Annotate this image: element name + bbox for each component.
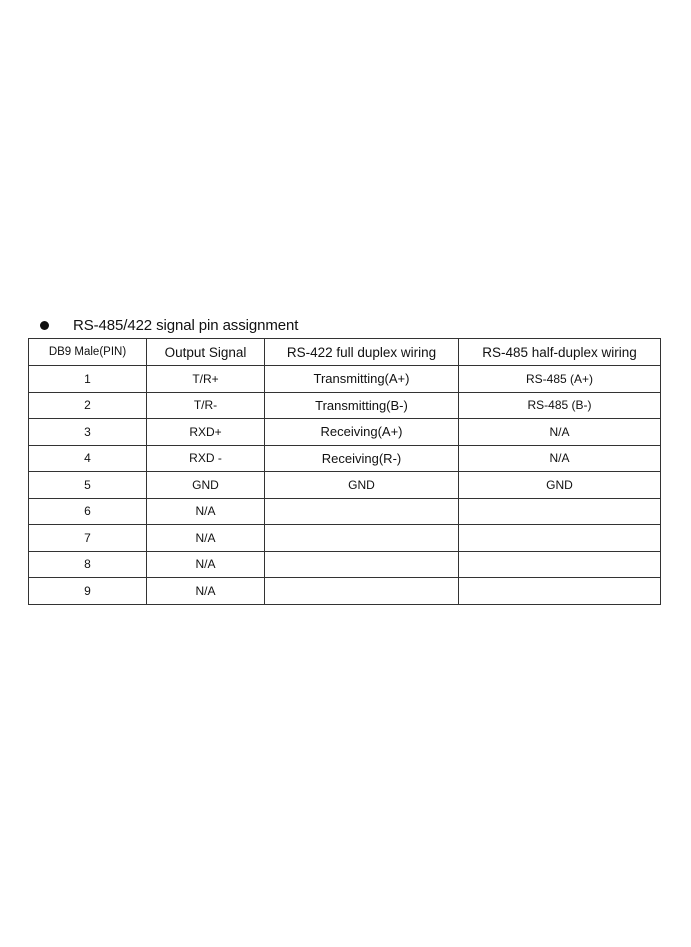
cell-pin: 5	[29, 472, 147, 499]
cell-pin: 4	[29, 445, 147, 472]
cell-output-signal: N/A	[147, 578, 265, 605]
cell-pin: 3	[29, 419, 147, 446]
cell-output-signal: T/R-	[147, 392, 265, 419]
header-output-signal: Output Signal	[147, 339, 265, 366]
cell-rs422	[265, 551, 459, 578]
table-row	[29, 578, 661, 605]
table-row	[29, 392, 661, 419]
cell-output-signal: GND	[147, 472, 265, 499]
cell-output-signal: RXD+	[147, 419, 265, 446]
cell-rs485: N/A	[459, 419, 661, 446]
cell-rs422	[265, 578, 459, 605]
section-title: RS-485/422 signal pin assignment	[73, 316, 299, 334]
header-rs422-wiring: RS-422 full duplex wiring	[265, 339, 459, 366]
cell-rs422	[265, 525, 459, 552]
cell-output-signal: N/A	[147, 551, 265, 578]
cell-pin: 9	[29, 578, 147, 605]
cell-rs485	[459, 578, 661, 605]
cell-rs422: Receiving(R-)	[265, 445, 459, 472]
cell-rs485: RS-485 (B-)	[459, 392, 661, 419]
section-heading-row	[28, 312, 660, 338]
table-header-row	[29, 339, 661, 366]
header-rs485-wiring: RS-485 half-duplex wiring	[459, 339, 661, 366]
cell-output-signal: N/A	[147, 498, 265, 525]
cell-rs422: Receiving(A+)	[265, 419, 459, 446]
cell-rs422: Transmitting(A+)	[265, 366, 459, 393]
table-row	[29, 525, 661, 552]
cell-rs485	[459, 498, 661, 525]
cell-rs422: GND	[265, 472, 459, 499]
table-row	[29, 472, 661, 499]
cell-pin: 7	[29, 525, 147, 552]
table-row	[29, 419, 661, 446]
cell-output-signal: T/R+	[147, 366, 265, 393]
pin-assignment-section	[28, 312, 660, 605]
cell-output-signal: N/A	[147, 525, 265, 552]
cell-rs422: Transmitting(B-)	[265, 392, 459, 419]
table-row	[29, 498, 661, 525]
cell-rs485	[459, 525, 661, 552]
cell-rs485: N/A	[459, 445, 661, 472]
table-row	[29, 551, 661, 578]
cell-rs422	[265, 498, 459, 525]
table-row	[29, 445, 661, 472]
cell-pin: 6	[29, 498, 147, 525]
cell-pin: 8	[29, 551, 147, 578]
cell-output-signal: RXD -	[147, 445, 265, 472]
cell-rs485: RS-485 (A+)	[459, 366, 661, 393]
cell-pin: 2	[29, 392, 147, 419]
cell-pin: 1	[29, 366, 147, 393]
pin-assignment-table	[28, 338, 661, 605]
table-row	[29, 366, 661, 393]
cell-rs485	[459, 551, 661, 578]
cell-rs485: GND	[459, 472, 661, 499]
header-db9-pin: DB9 Male(PIN)	[29, 339, 147, 366]
bullet-icon	[40, 321, 49, 330]
